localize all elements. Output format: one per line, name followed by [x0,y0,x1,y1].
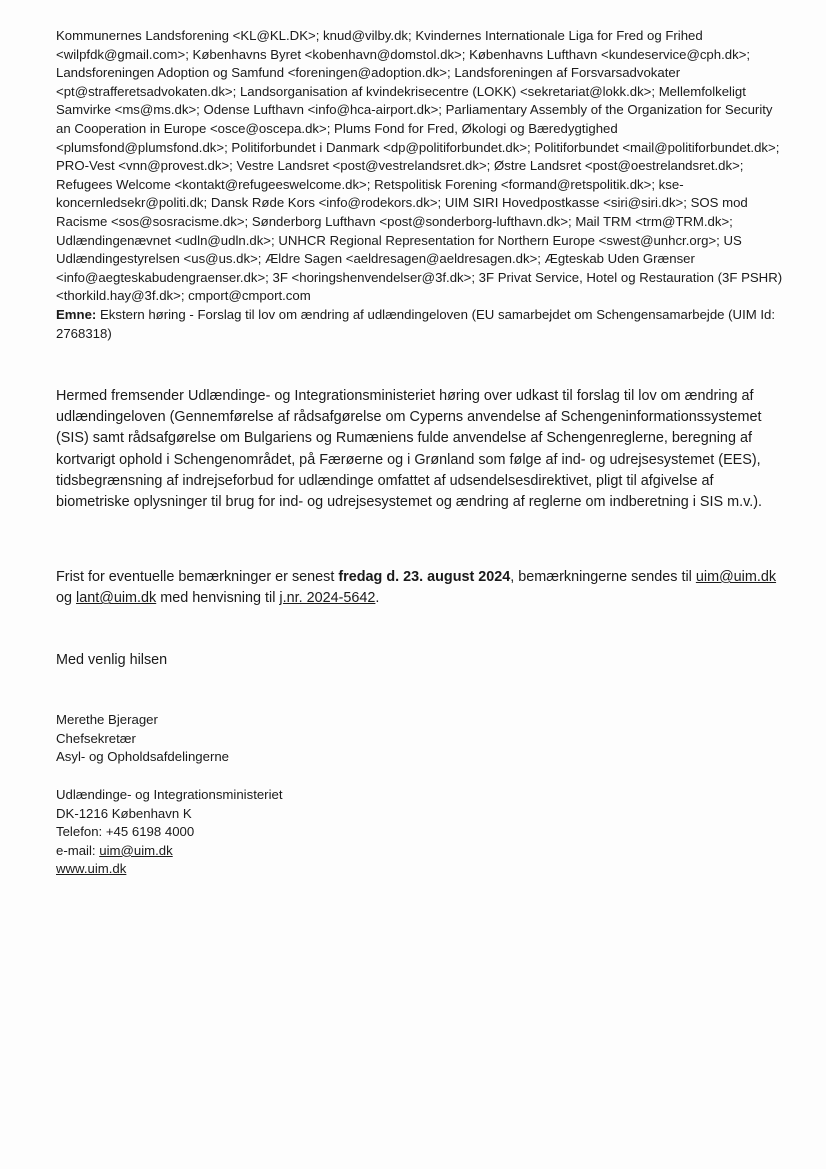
and-word: og [56,590,77,607]
email-link-uim[interactable]: uim@uim.dk [695,569,777,585]
reference-number: j.nr. 2024-5642 [279,590,376,607]
ref-suffix: . [375,590,380,607]
contact-email-label: e-mail: [56,842,100,858]
signature-department: Asyl- og Opholdsafdelingerne [56,749,230,765]
recipients-list: Kommunernes Landsforening <KL@KL.DK>; knud@vilby.dk; Kvindernes Internationale Liga for Fred og Frihed <wilpfdk@gmail.com>; Københavns Byret <kobenhavn@domstol.dk>; Københavns Lufthavn <kundeservice@cph.dk>; Landsforeningen Adoption og Samfund <foreningen@adoption.dk>; Landsforeningen af Forsvarsadvokater <pt@strafferetsadvokaten.dk>; Landsorganisation af kvindekrisecentre (LOKK) <sekretariat@lokk.dk>; Mellemfolkeligt Samvirke <ms@ms.dk>; Odense Lufthavn <info@hca-airport.dk>; Parliamentary Assembly of the Organization for Security an Cooperation in Europe <osce@oscepa.dk>; Plums Fond for Fred, Økologi og Bæredygtighed <plumsfond@plumsfond.dk>; Politiforbundet i Danmark <dp@politiforbundet.dk>; Politiforbundet <mail@politiforbundet.dk>; PRO-Vest <vnn@provest.dk>; Vestre Landsret <post@vestrelandsret.dk>; Østre Landsret <post@oestrelandsret.dk>; Refugees Welcome <kontakt@refugeeswelcome.dk>; Retspolitisk Forening <formand@retspolitik.dk>; kse-koncernledsekr@politi.dk; Dansk Røde Kors <info@rodekors.dk>; UIM SIRI Hovedpostkasse <siri@siri.dk>; SOS mod Racisme <sos@sosracisme.dk>; Sønderborg Lufthavn <post@sonderborg-lufthavn.dk>; Mail TRM <trm@TRM.dk>; Udlændingenævnet <udln@udln.dk>; UNHCR Regional Representation for Northern Europe <swest@unhcr.org>; US Udlændingestyrelsen <us@us.dk>; Ældre Sagen <aeldresagen@aeldresagen.dk>; Ægteskab Uden Grænser <info@aegteskabudengraenser.dk>; 3F <horingshenvendelser@3f.dk>; 3F Privat Service, Hotel og Restauration (3F PSHR) <thorkild.hay@3f.dk>; cmport@cmport.com [56,28,783,304]
recipients-block [56,27,786,343]
ref-prefix: med henvisning til [156,590,280,607]
deadline-date: fredag d. 23. august 2024 [338,569,511,585]
deadline-mid: , bemærkningerne sendes til [510,569,696,585]
email-link-lant[interactable]: lant@uim.dk [76,590,157,607]
body-paragraph-deadline [56,567,786,609]
signature-title: Chefsekretær [56,730,136,746]
contact-email-line [56,842,283,861]
signature-name: Merethe Bjerager [56,712,158,727]
greeting: Med venlig hilsen [56,652,168,668]
subject-label: Emne: [56,306,97,322]
body-paragraph-hearing: Hermed fremsender Udlændinge- og Integrationsministeriet høring over udkast til forslag til lov om ændring af udlændingeloven (Gennemførelse af rådsafgørelse om Cyperns anvendelse af Schengeninformationssystemet (SIS) samt rådsafgørelse om Bulgariens og Rumæniens fulde anvendelse af Schengenreglerne, beregning af kortvarigt ophold i Schengenområdet, på Færøerne og i Grønland som følge af ind- og udrejsesystemet (EES), tidsbegrænsning af indrejseforbud for udlændinge omfattet af udsendelsesdirektivet, pligt til afgivelse af biometriske oplysninger til brug for ind- og udrejsesystemet og ændring af reglerne om indberetning i SIS m.v.). [56,388,763,511]
contact-block [56,786,283,879]
contact-email-link[interactable]: uim@uim.dk [99,842,173,858]
contact-address: DK-1216 København K [56,805,192,821]
subject-text: Ekstern høring - Forslag til lov om ændring af udlændingeloven (EU samarbejdet om Schengensamarbejde (UIM Id: 2768318) [56,306,776,341]
contact-ministry: Udlændinge- og Integrationsministeriet [56,787,283,802]
website-link[interactable]: www.uim.dk [56,861,127,877]
signature-block [56,711,229,767]
contact-phone: Telefon: +45 6198 4000 [56,824,195,840]
deadline-prefix: Frist for eventuelle bemærkninger er senest [56,569,339,585]
